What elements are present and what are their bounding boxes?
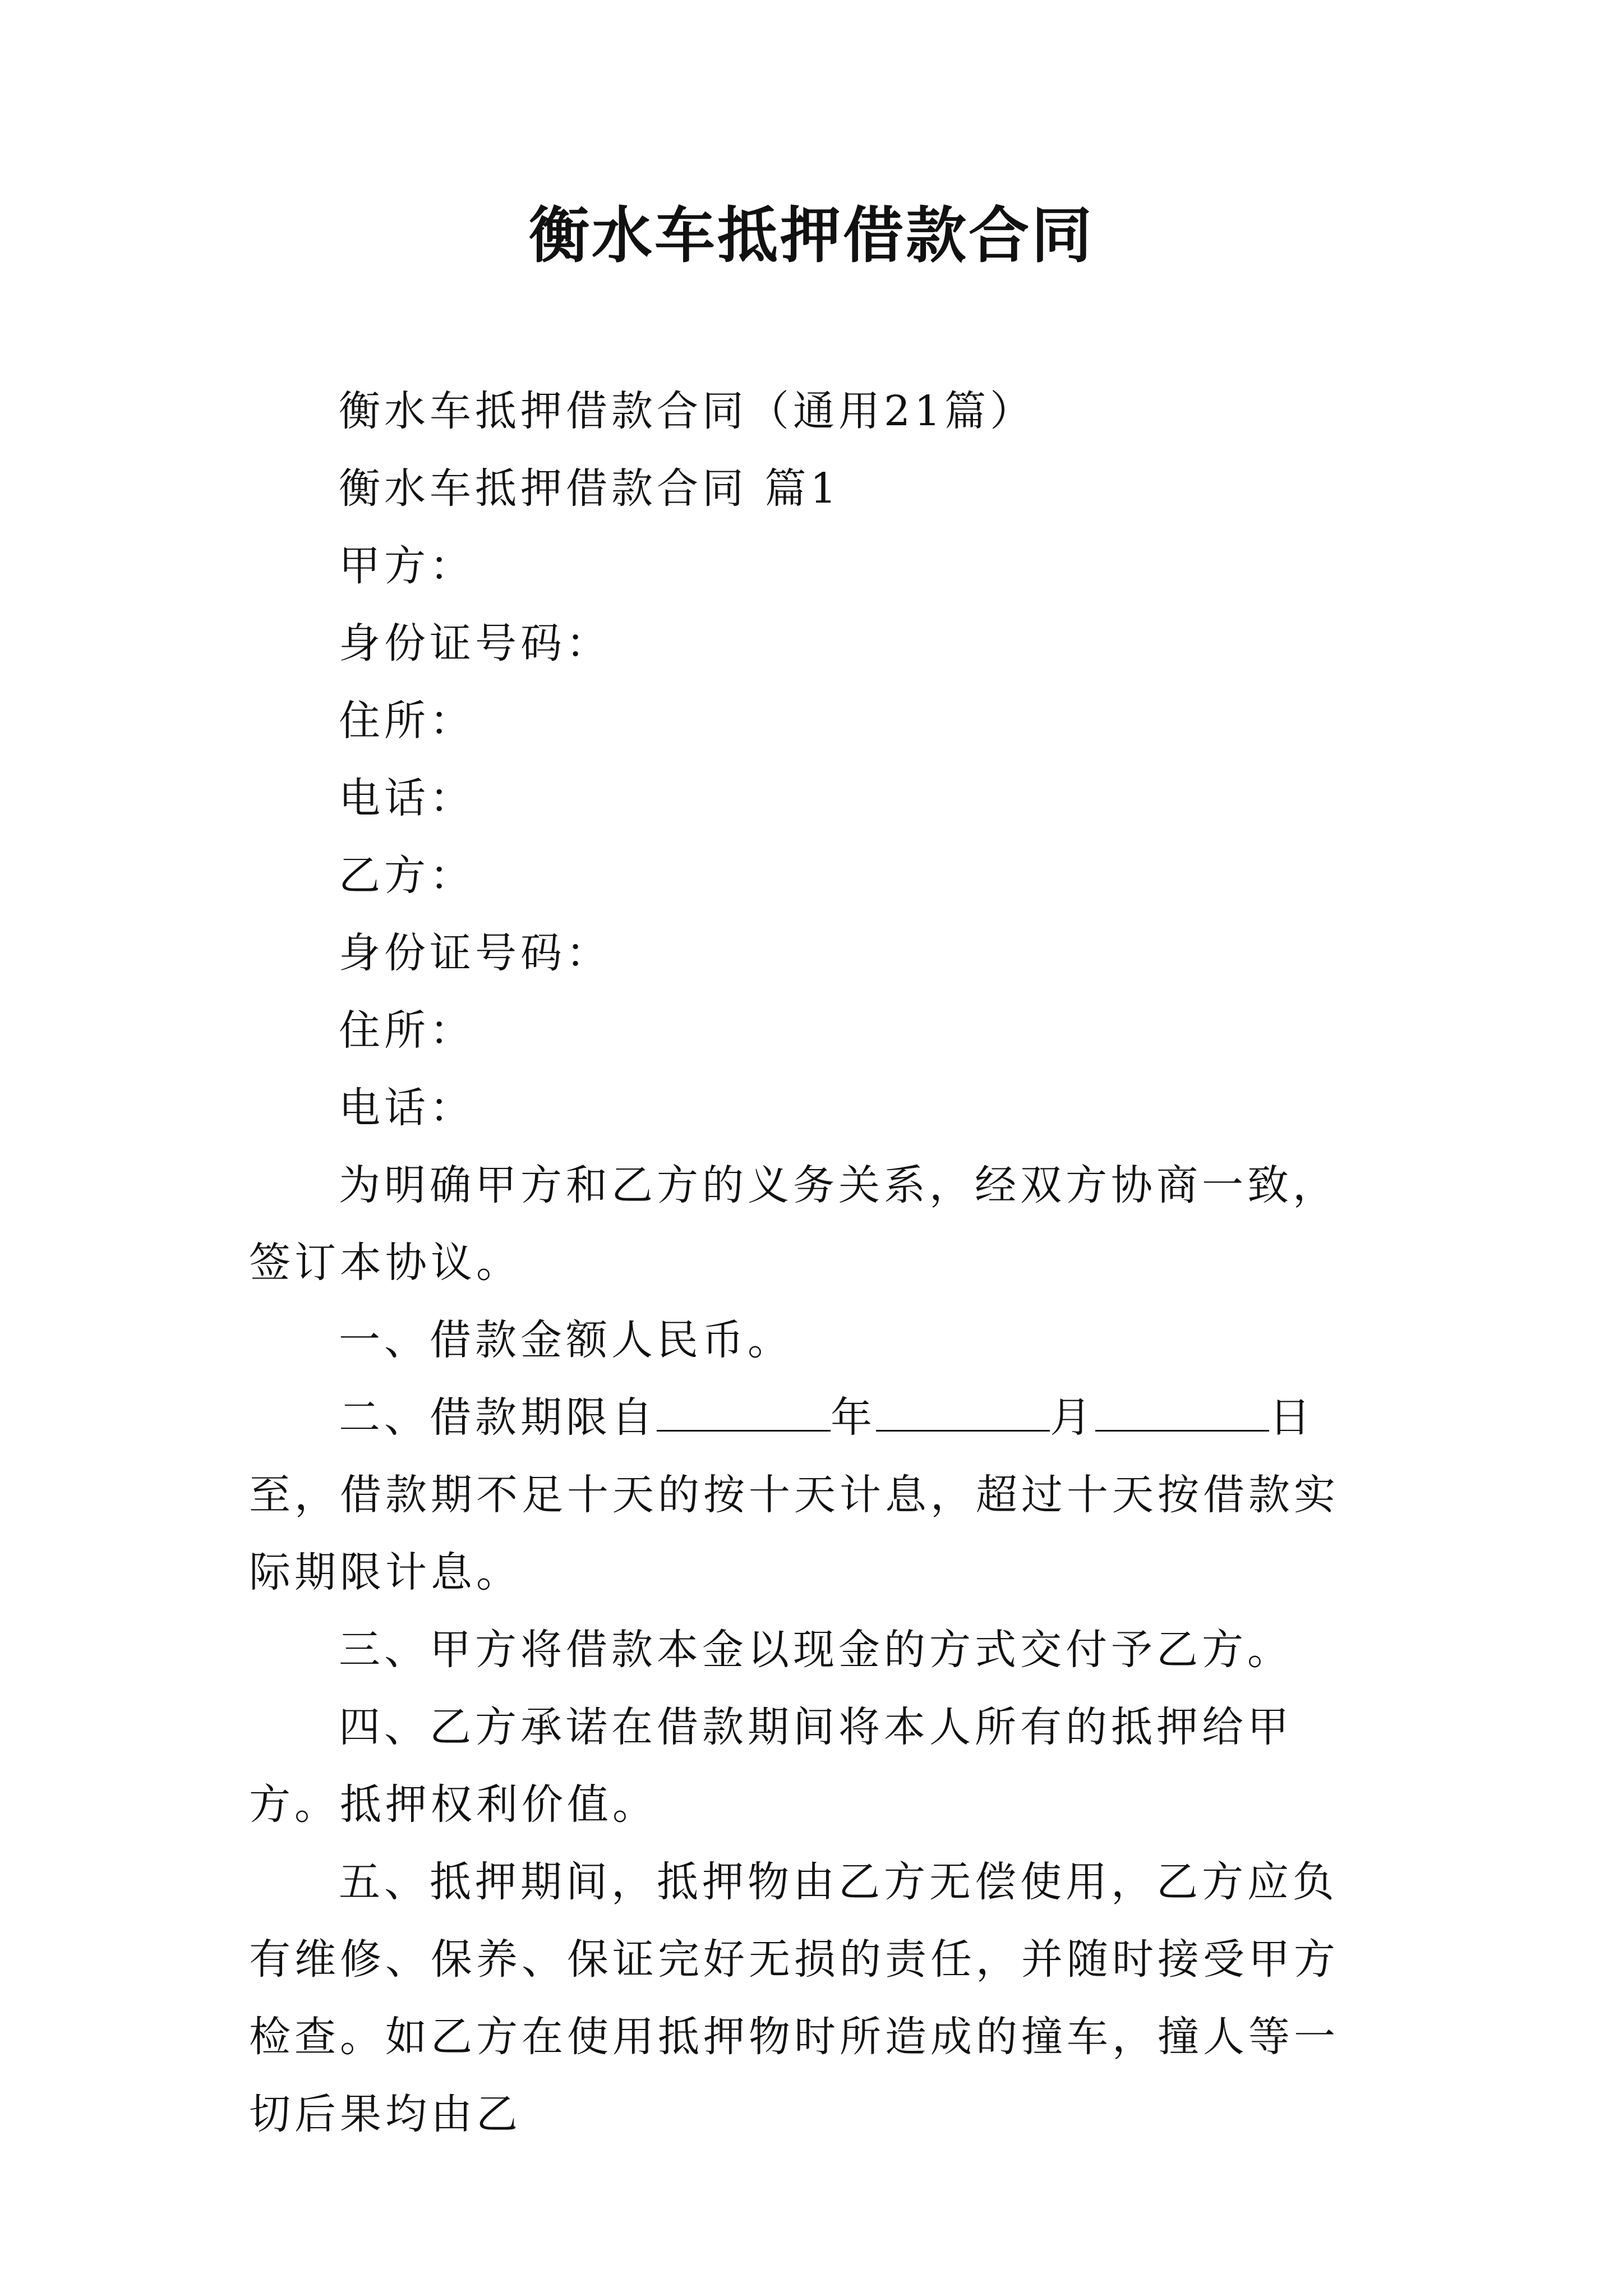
document-body bbox=[249, 372, 1380, 2153]
clause-2 bbox=[249, 1379, 1380, 1611]
clause-1: 一、借款金额人民币。 bbox=[339, 1316, 793, 1364]
clause-5: 五、抵押期间，抵押物由乙方无偿使用，乙方应负有维修、保养、保证完好无损的责任，并随时接受甲方检查。如乙方在使用抵押物时所造成的撞车，撞人等一切后果均由乙 bbox=[249, 1858, 1339, 2138]
intro-paragraph: 为明确甲方和乙方的义务关系，经双方协商一致，签订本协议。 bbox=[249, 1161, 1338, 1287]
party-b-id-label: 身份证号码： bbox=[339, 929, 611, 977]
subtitle-line: 衡水车抵押借款合同（通用21篇） bbox=[339, 387, 1036, 435]
party-b-label: 乙方： bbox=[339, 852, 475, 900]
clause-4: 四、乙方承诺在借款期间将本人所有的抵押给甲方。抵押权利价值。 bbox=[249, 1703, 1293, 1829]
clause-3: 三、甲方将借款本金以现金的方式交付予乙方。 bbox=[339, 1626, 1293, 1674]
part-heading: 衡水车抵押借款合同 篇1 bbox=[339, 464, 841, 513]
clause-2-year-label: 年 bbox=[831, 1393, 876, 1442]
party-b-address-label: 住所： bbox=[339, 1006, 475, 1055]
clause-2-month-label: 月 bbox=[1050, 1393, 1095, 1442]
party-b-phone-label: 电话： bbox=[339, 1084, 475, 1132]
party-a-phone-label: 电话： bbox=[339, 774, 475, 822]
clause-2-rest: 日至，借款期不足十天的按十天计息，超过十天按借款实际期限计息。 bbox=[249, 1393, 1339, 1596]
year-blank bbox=[657, 1386, 831, 1432]
day-blank bbox=[1095, 1386, 1269, 1432]
party-a-label: 甲方： bbox=[339, 542, 475, 590]
document-title: 衡水车抵押借款合同 bbox=[528, 200, 1094, 271]
clause-2-prefix: 二、借款期限自 bbox=[339, 1393, 657, 1442]
party-a-id-label: 身份证号码： bbox=[339, 619, 611, 668]
party-a-address-label: 住所： bbox=[339, 697, 475, 745]
month-blank bbox=[876, 1386, 1050, 1432]
